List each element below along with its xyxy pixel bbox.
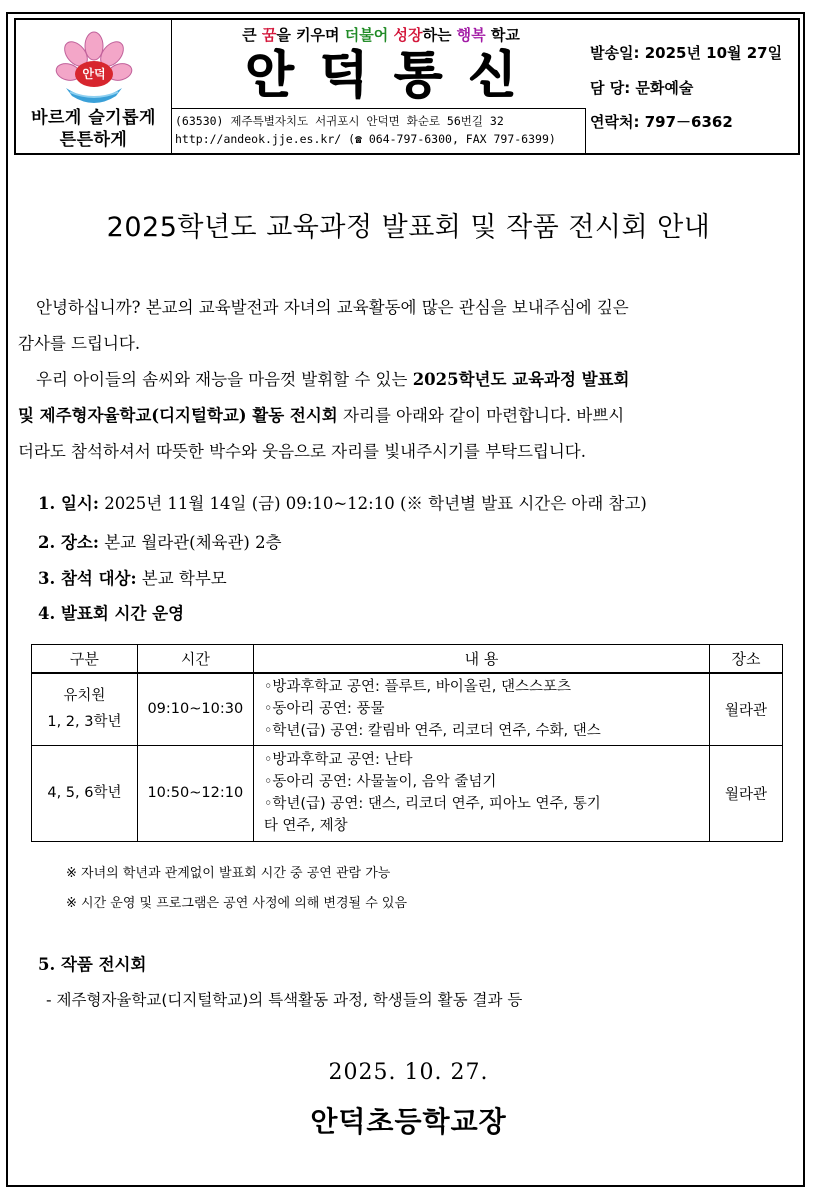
intro-line-2: 감사를 드립니다. — [18, 334, 141, 353]
note-2: ※ 시간 운영 및 프로그램은 공연 사정에 의해 변경될 수 있음 — [66, 896, 408, 911]
intro-emphasis: 2025학년도 교육과정 발표회 — [412, 370, 630, 389]
grade-line: 1, 2, 3학년 — [47, 714, 122, 731]
section-5-detail: - 제주형자율학교(디지털학교)의 특색활동 과정, 학생들의 활동 결과 등 — [46, 991, 523, 1009]
item-label: 2. 장소: — [38, 533, 99, 552]
content-cell — [253, 673, 709, 745]
schedule-table — [31, 644, 783, 842]
content-line: ◦동아리 공연: 풍물 — [263, 701, 385, 718]
item-label: 1. 일시: — [38, 494, 99, 513]
table-row — [32, 745, 783, 841]
document-date: 2025. 10. 27. — [328, 1060, 489, 1085]
school-address — [172, 108, 586, 153]
motto-line-1: 바르게 슬기롭게 — [31, 108, 156, 128]
intro-text: 자리를 아래와 같이 마련합니다. 바쁘시 — [337, 406, 625, 425]
school-slogan — [172, 24, 590, 45]
logo-text: 안덕 — [82, 67, 106, 81]
address-line-1: (63530) 제주특별자치도 서귀포시 안덕면 화순로 56번길 32 — [175, 114, 504, 128]
motto-line-2: 튼튼하게 — [59, 130, 128, 150]
info-item-schedule — [38, 602, 184, 626]
document-title: 2025학년도 교육과정 발표회 및 작품 전시회 안내 — [106, 212, 711, 243]
issue-date: 발송일: 2025년 10월 27일 — [590, 44, 783, 62]
content-cell — [253, 745, 709, 841]
header-place: 장소 — [710, 645, 783, 674]
newsletter-header — [14, 18, 800, 155]
place-cell: 월라관 — [710, 745, 783, 841]
time-cell: 09:10~10:30 — [137, 673, 253, 745]
intro-line-5: 더라도 참석하셔서 따뜻한 박수와 웃음으로 자리를 빛내주시기를 부탁드립니다. — [18, 442, 586, 461]
principal-signature: 안덕초등학교장 — [310, 1105, 507, 1138]
intro-emphasis: 및 제주형자율학교(디지털학교) 활동 전시회 — [18, 406, 338, 425]
content-line: ◦방과후학교 공연: 플루트, 바이올린, 댄스스포츠 — [263, 679, 572, 696]
school-motto — [16, 107, 171, 151]
place-cell: 월라관 — [710, 673, 783, 745]
grade-cell — [32, 745, 138, 841]
table-header-row — [32, 645, 783, 674]
slogan-part: 성장 — [393, 26, 423, 44]
contact-number: 연락처: 797－6362 — [590, 113, 733, 131]
item-label: 4. 발표회 시간 운영 — [38, 604, 185, 623]
header-time: 시간 — [137, 645, 253, 674]
issue-info — [584, 20, 798, 153]
intro-line-4 — [18, 398, 794, 434]
content-line: ◦학년(급) 공연: 칼림바 연주, 리코더 연주, 수화, 댄스 — [263, 723, 601, 740]
intro-text: 우리 아이들의 솜씨와 재능을 마음껏 발휘할 수 있는 — [36, 370, 413, 389]
slogan-part: 학교 — [485, 26, 520, 44]
info-item-audience — [38, 567, 227, 591]
manager: 담 당: 문화예술 — [590, 79, 694, 97]
slogan-part: 꿈 — [261, 26, 277, 44]
intro-line-3 — [18, 362, 794, 398]
grade-cell — [32, 673, 138, 745]
item-value: 본교 월라관(체육관) 2층 — [98, 533, 282, 552]
intro-line-1: 안녕하십니까? 본교의 교육발전과 자녀의 교육활동에 많은 관심을 보내주심에 깊은 — [36, 298, 629, 317]
section-5-heading: 5. 작품 전시회 — [38, 955, 147, 974]
slogan-part: 하는 — [422, 26, 457, 44]
time-cell: 10:50~12:10 — [137, 745, 253, 841]
info-item-place — [38, 531, 282, 555]
grade-line: 4, 5, 6학년 — [47, 785, 122, 801]
content-line: 타 연주, 제창 — [263, 818, 348, 834]
grade-line: 유치원 — [63, 688, 106, 705]
slogan-part: 더불어 — [344, 26, 389, 44]
item-label: 3. 참석 대상: — [38, 569, 137, 588]
address-line-2: http://andeok.jje.es.kr/ (☎ 064-797-6300, FAX 797-6399) — [175, 132, 556, 146]
newsletter-title: 안덕통신 — [245, 45, 543, 104]
page-frame — [6, 12, 805, 1187]
content-line: ◦학년(급) 공연: 댄스, 리코더 연주, 피아노 연주, 통기 — [263, 796, 601, 812]
school-emblem-panel — [16, 20, 172, 153]
table-row — [32, 673, 783, 745]
masthead — [172, 20, 590, 153]
header-grade: 구분 — [32, 645, 138, 674]
slogan-part: 큰 — [242, 26, 262, 44]
content-line: ◦동아리 공연: 사물놀이, 음악 줄넘기 — [263, 774, 497, 790]
item-value: 본교 학부모 — [136, 569, 227, 588]
item-value: 2025년 11월 14일 (금) 09:10~12:10 (※ 학년별 발표 시간은 아래 참고) — [98, 494, 647, 513]
info-item-datetime — [38, 492, 647, 516]
note-1: ※ 자녀의 학년과 관계없이 발표회 시간 중 공연 관람 가능 — [66, 866, 391, 881]
header-content: 내 용 — [253, 645, 709, 674]
slogan-part: 을 키우며 — [276, 26, 345, 44]
content-line: ◦방과후학교 공연: 난타 — [263, 752, 413, 768]
slogan-part: 행복 — [456, 26, 486, 44]
